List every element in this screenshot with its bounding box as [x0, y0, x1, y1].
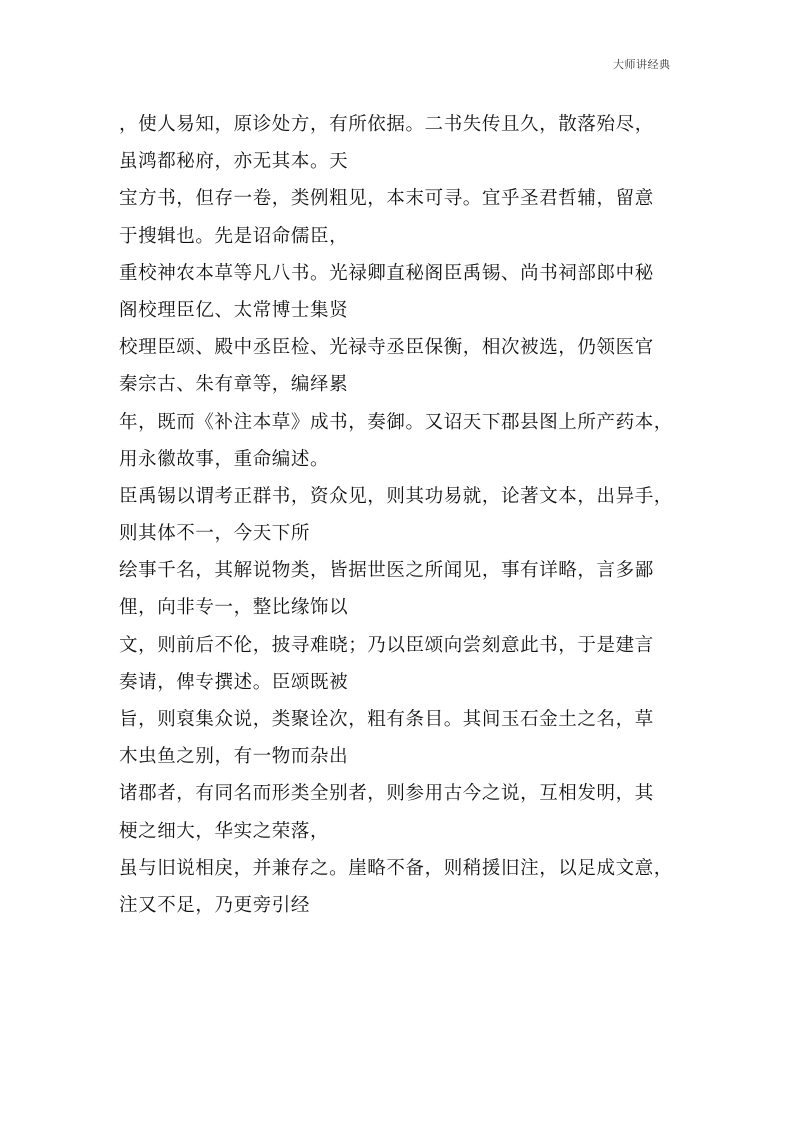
text-line: 俚，向非专一，整比缘饰以: [119, 597, 349, 619]
text-line: 绘事千名，其解说物类，皆据世医之所闻见，事有详略，言多鄙: [119, 560, 654, 582]
text-line: 虽鸿都秘府，亦无其本。天: [119, 151, 349, 173]
text-line: 校理臣颂、殿中丞臣检、光禄寺丞臣保衡，相次被选，仍领医官: [119, 337, 654, 359]
text-line: 奏请，俾专撰述。臣颂既被: [119, 671, 349, 693]
text-line: 秦宗古、朱有章等，编绎累: [119, 374, 349, 396]
text-line: 注又不足，乃更旁引经: [119, 894, 311, 916]
text-line: 于搜辑也。先是诏命儒臣，: [119, 225, 349, 247]
text-line: 阁校理臣亿、太常博士集贤: [119, 299, 349, 321]
text-line: 文，则前后不伦，披寻难晓；乃以臣颂向尝刻意此书，于是建言: [119, 634, 654, 656]
page-header-title: 大师讲经典: [613, 58, 671, 71]
text-line: 诸郡者，有同名而形类全别者，则参用古今之说，互相发明，其: [119, 783, 654, 805]
text-line: 木虫鱼之别，有一物而杂出: [119, 746, 349, 768]
text-line: 用永徽故事，重命编述。: [119, 448, 330, 470]
text-line: 则其体不一，今天下所: [119, 523, 311, 545]
document-body: [119, 106, 679, 924]
text-line: 梗之细大，华实之荣落，: [119, 820, 330, 842]
text-line: ，使人易知，原诊处方，有所依据。二书失传且久，散落殆尽，: [119, 114, 654, 135]
text-line: 旨，则裒集众说，类聚诠次，粗有条目。其间玉石金土之名，草: [119, 709, 654, 730]
text-line: 宝方书，但存一卷，类例粗见，本末可寻。宜乎圣君哲辅，留意: [119, 188, 654, 210]
text-line: 虽与旧说相戾，并兼存之。崖略不备，则稍援旧注，以足成文意，: [119, 857, 673, 879]
text-line: 年，既而《补注本草》成书，奏御。又诏天下郡县图上所产药本，: [119, 411, 673, 433]
text-line: 臣禹锡以谓考正群书，资众见，则其功易就，论著文本，出异手，: [119, 485, 673, 507]
text-line: 重校神农本草等凡八书。光禄卿直秘阁臣禹锡、尚书祠部郎中秘: [119, 262, 654, 284]
